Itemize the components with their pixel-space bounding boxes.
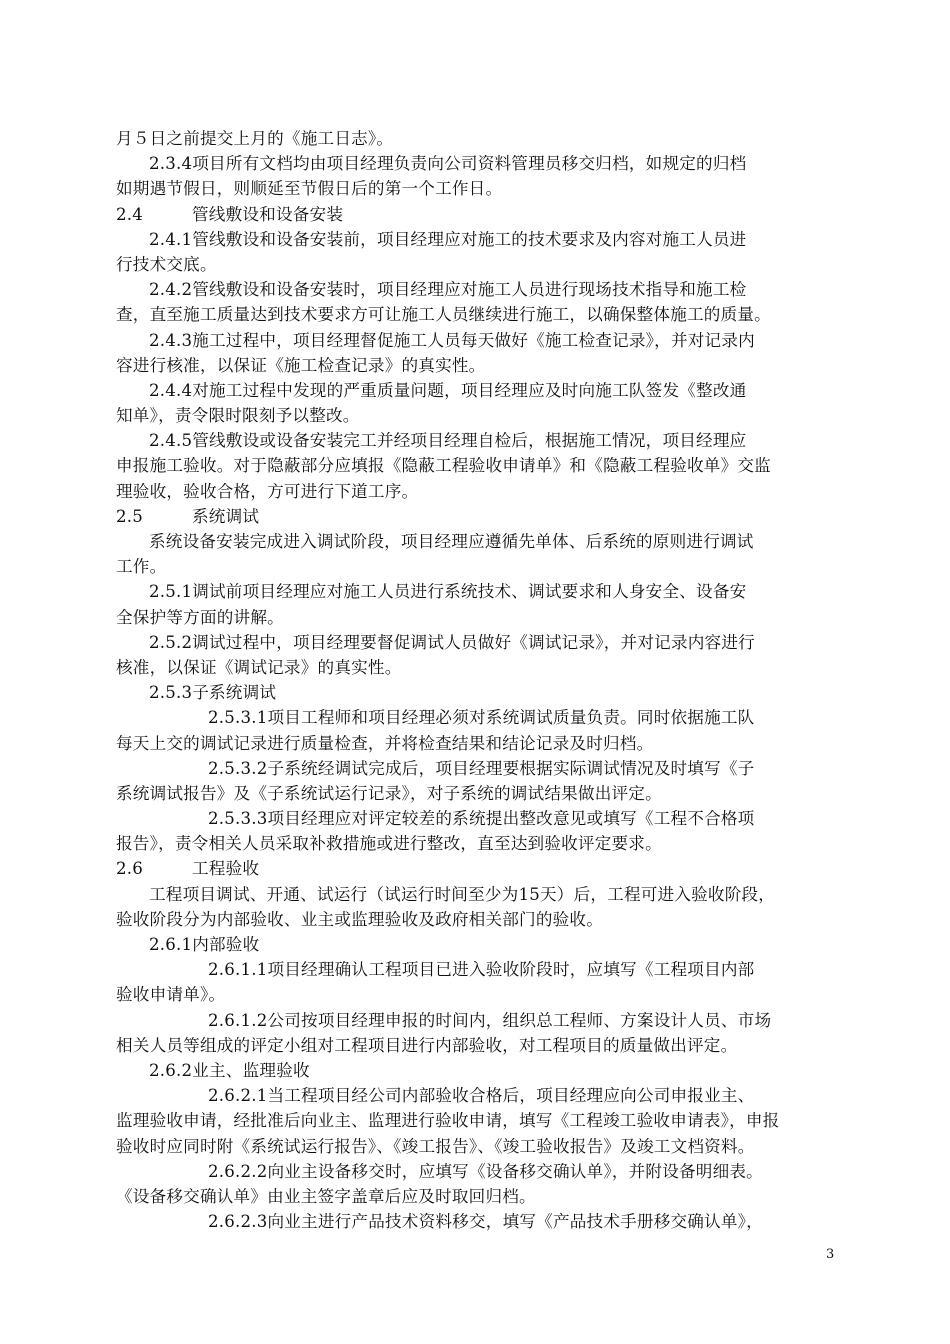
text-line: 《设备移交确认单》由业主签字盖章后应及时取回归档。 — [116, 1186, 536, 1206]
text-line: 行技术交底。 — [116, 254, 217, 274]
text-line: 2.5.2调试过程中，项目经理要督促调试人员做好《调试记录》，并对记录内容进行 — [149, 632, 755, 652]
text-line: 2.3.4项目所有文档均由项目经理负责向公司资料管理员移交归档，如规定的归档 — [149, 154, 747, 174]
section-heading — [116, 856, 838, 881]
text-line: 2.6.2.3向业主进行产品技术资料移交，填写《产品技术手册移交确认单》， — [208, 1212, 763, 1232]
text-line: 核准，以保证《调试记录》的真实性。 — [116, 657, 402, 677]
document-body — [116, 126, 838, 1234]
text-line: 2.5.1调试前项目经理应对施工人员进行系统技术、调试要求和人身安全、设备安 — [149, 582, 747, 602]
text-line: 系统设备安装完成进入调试阶段，项目经理应遵循先单体、后系统的原则进行调试 — [149, 532, 754, 551]
text-line: 2.6.1内部验收 — [149, 935, 260, 954]
text-line: 2.5.3子系统调试 — [149, 683, 277, 703]
text-line: 2.4.3施工过程中，项目经理督促施工人员每天做好《施工检查记录》，并对记录内 — [149, 330, 755, 350]
section-title: 系统调试 — [192, 506, 260, 526]
text-line: 容进行核准，以保证《施工检查记录》的真实性。 — [116, 355, 486, 375]
text-line: 每天上交的调试记录进行质量检查，并将检查结果和结论记录及时归档。 — [116, 733, 654, 753]
text-line: 2.6.1.1项目经理确认工程项目已进入验收阶段时，应填写《工程项目内部 — [208, 960, 755, 980]
text-line: 理验收，验收合格，方可进行下道工序。 — [116, 481, 419, 501]
text-line: 监理验收申请，经批准后向业主、监理进行验收申请，填写《工程竣工验收申请表》，申报 — [116, 1111, 780, 1131]
text-line: 验收时应同时附《系统试运行报告》、《竣工报告》、《竣工验收报告》及竣工文档资料。 — [116, 1136, 755, 1156]
text-line: 申报施工验收。对于隐蔽部分应填报《隐蔽工程验收申请单》和《隐蔽工程验收单》交监 — [116, 456, 771, 476]
section-number: 2.4 — [116, 204, 143, 224]
text-line: 2.4.5管线敷设或设备安装完工并经项目经理自检后，根据施工情况，项目经理应 — [149, 431, 747, 451]
text-line: 系统调试报告》及《子系统试运行记录》，对子系统的调试结果做出评定。 — [116, 783, 662, 803]
text-line: 月５日之前提交上月的《施工日志》。 — [116, 129, 394, 148]
text-line: 验收申请单》。 — [116, 985, 226, 1005]
section-number: 2.6 — [116, 859, 143, 879]
text-line: 2.4.1管线敷设和设备安装前，项目经理应对施工的技术要求及内容对施工人员进 — [149, 229, 747, 249]
section-title: 管线敷设和设备安装 — [192, 204, 344, 224]
text-line: 2.4.2管线敷设和设备安装时，项目经理应对施工人员进行现场技术指导和施工检 — [149, 280, 747, 300]
text-line: 相关人员等组成的评定小组对工程项目进行内部验收，对工程项目的质量做出评定。 — [116, 1035, 738, 1055]
text-line: 如期遇节假日，则顺延至节假日后的第一个工作日。 — [116, 179, 503, 199]
text-line: 验收阶段分为内部验收、业主或监理验收及政府相关部门的验收。 — [116, 909, 604, 929]
section-title: 工程验收 — [192, 859, 260, 879]
text-line: 2.5.3.1项目工程师和项目经理必须对系统调试质量负责。同时依据施工队 — [208, 708, 755, 728]
text-line: 报告》，责令相关人员采取补救措施或进行整改，直至达到验收评定要求。 — [116, 834, 662, 854]
text-line: 查，直至施工质量达到技术要求方可让施工人员继续进行施工，以确保整体施工的质量。 — [116, 305, 771, 325]
text-line: 2.5.3.2子系统经调试完成后，项目经理要根据实际调试情况及时填写《子 — [208, 758, 755, 778]
text-line: 2.5.3.3项目经理应对评定较差的系统提出整改意见或填写《工程不合格项 — [208, 809, 755, 829]
text-line: 2.4.4对施工过程中发现的严重质量问题，项目经理应及时向施工队签发《整改通 — [149, 380, 747, 400]
section-heading — [116, 202, 838, 227]
section-heading — [116, 504, 838, 529]
page-number: 3 — [826, 1247, 835, 1262]
text-line: 2.6.2.1当工程项目经公司内部验收合格后，项目经理应向公司申报业主、 — [208, 1086, 755, 1106]
text-line: 2.6.2业主、监理验收 — [149, 1060, 310, 1080]
text-line: 全保护等方面的讲解。 — [116, 607, 284, 627]
section-number: 2.5 — [116, 506, 143, 526]
text-line: 工程项目调试、开通、试运行（试运行时间至少为15天）后，工程可进入验收阶段， — [149, 884, 776, 904]
text-line: 工作。 — [116, 557, 167, 577]
text-line: 2.6.1.2公司按项目经理申报的时间内，组织总工程师、方案设计人员、市场 — [208, 1010, 772, 1030]
text-line: 2.6.2.2向业主设备移交时，应填写《设备移交确认单》，并附设备明细表。 — [208, 1161, 763, 1181]
text-line: 知单》，责令限时限刻予以整改。 — [116, 406, 360, 426]
